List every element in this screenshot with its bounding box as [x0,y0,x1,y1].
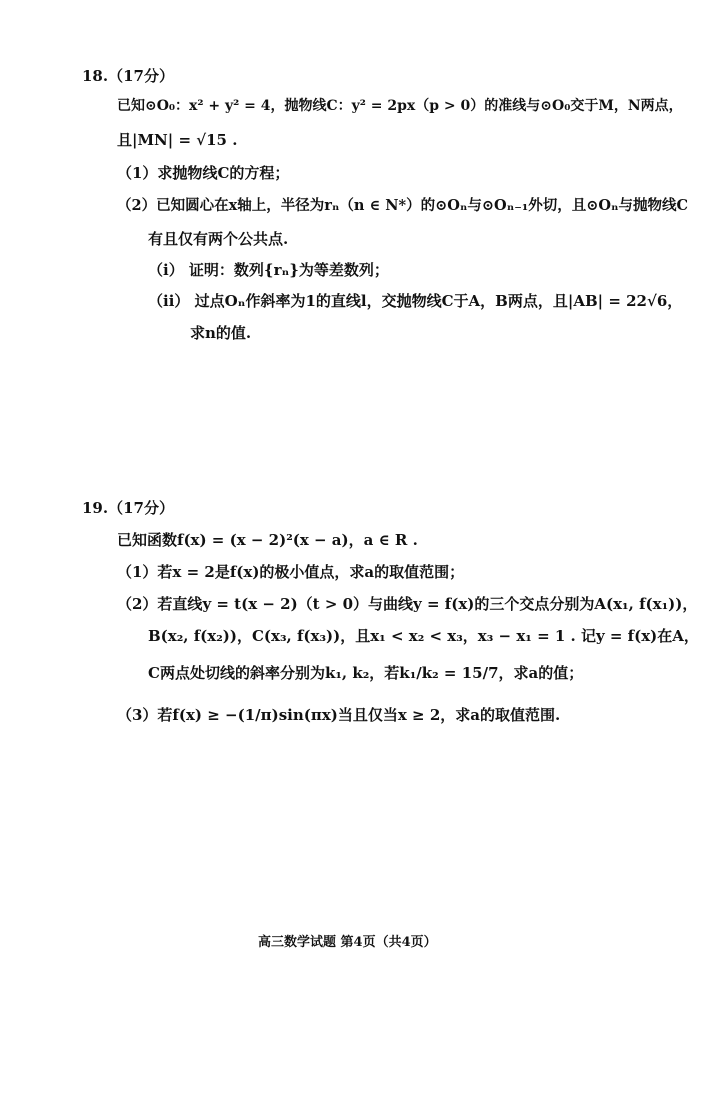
q19-part3: （3）若f(x) ≥ −(1/π)sin(πx)当且仅当x ≥ 2，求a的取值范围. [117,706,561,724]
q19-part1: （1）若x = 2是f(x)的极小值点，求a的取值范围； [117,563,465,581]
page-footer: 高三数学试题 第4页（共4页） [258,935,437,950]
q19-part2-line3: C两点处切线的斜率分别为k₁, k₂，若k₁/k₂ = 15/7，求a的值； [148,664,584,682]
q18-part2-line1: （2）已知圆心在x轴上，半径为rₙ（n ∈ N*）的⊙Oₙ与⊙Oₙ₋₁外切，且⊙Oₙ与抛物线C [117,197,689,214]
q18-part2-i: （ⅰ） 证明：数列{rₙ}为等差数列； [148,261,389,279]
q18-part2-line2: 有且仅有两个公共点. [148,230,289,248]
q18-header: 18.（17分） [82,67,174,85]
q19-stem: 已知函数f(x) = (x − 2)²(x − a)，a ∈ R . [117,531,418,549]
q18-part2-ii-line2: 求n的值. [190,324,252,342]
q18-stem-line1: 已知⊙O₀：x² + y² = 4，抛物线C：y² = 2px（p > 0）的准线与⊙O₀交于M，N两点， [117,98,683,114]
q19-header: 19.（17分） [82,499,174,517]
q18-part2-ii-line1: （ⅱ） 过点Oₙ作斜率为1的直线l，交抛物线C于A，B两点，且|AB| = 22√6， [148,292,683,310]
q19-part2-line1: （2）若直线y = t(x − 2)（t > 0）与曲线y = f(x)的三个交点分别为A(x₁, f(x₁))， [117,595,698,613]
q18-part1: （1）求抛物线C的方程； [117,164,290,182]
q19-part2-line2: B(x₂, f(x₂))，C(x₃, f(x₃))，且x₁ < x₂ < x₃，x₃ − x₁ = 1 . 记y = f(x)在A， [148,627,699,645]
q18-stem-line2: 且|MN| = √15 . [117,131,238,149]
